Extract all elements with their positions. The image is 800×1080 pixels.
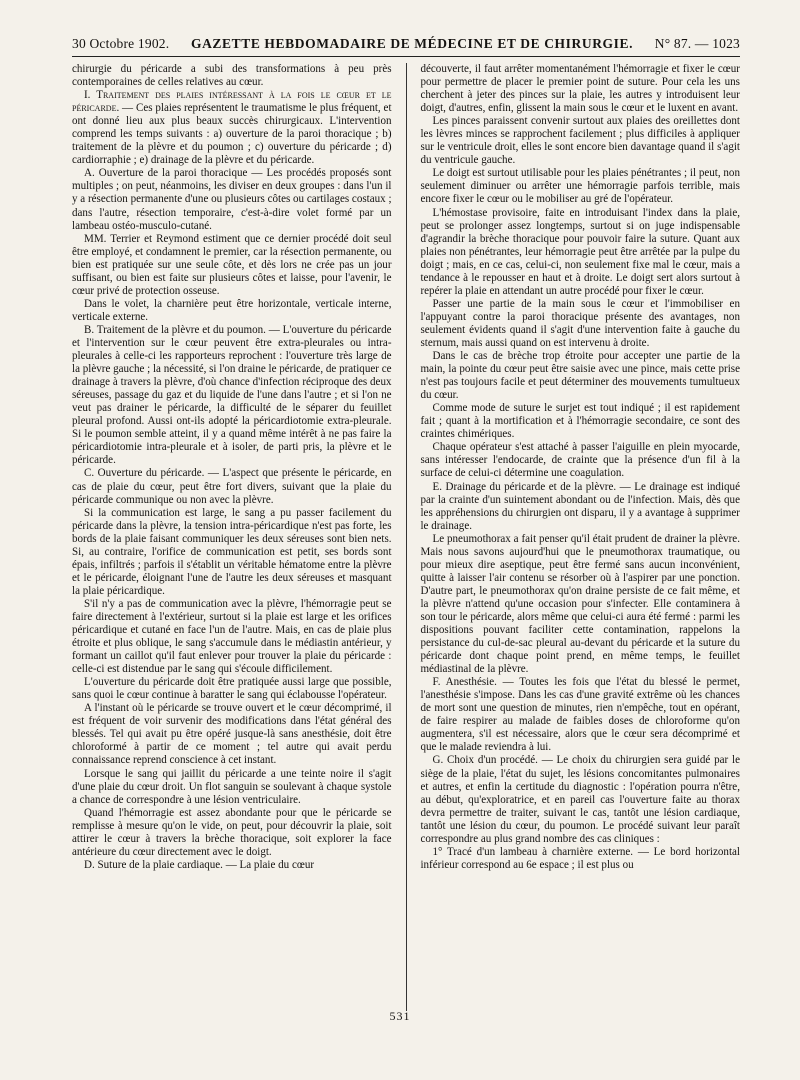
page-number: 531 (389, 1009, 411, 1023)
paragraph: découverte, il faut arrêter momentanément l'hémorragie et fixer le cœur pour permettre de placer le premier point de suture. Pour cela les uns cherchent à jeter des pinces sur la plaie, les autres y introduisent leur doigt, d'autres, enfin, glissent la main sous le cœur et le luxent en avant. (420, 63, 740, 115)
running-header (72, 36, 740, 57)
paragraph: A. Ouverture de la paroi thoracique — Les procédés proposés sont multiples ; on peut, néanmoins, les diviser en deux groupes : dans l'un il y a résection permanente d'une ou plusieurs côtes ou cartilages costaux ; dans l'autre, résection temporaire, c'est-à-dire volet formé par un lambeau ostéo-musculo-cutané. (72, 167, 392, 232)
paragraph: Lorsque le sang qui jaillit du péricarde a une teinte noire il s'agit d'une plaie du cœur droit. Un flot sanguin se soulevant à chaque systole a chance de correspondre à une lésion ventriculaire. (72, 767, 392, 806)
header-date: 30 Octobre 1902. (72, 36, 170, 51)
text-columns (72, 63, 740, 1011)
paragraph: Le doigt est surtout utilisable pour les plaies pénétrantes ; il peut, non seulement diminuer ou arrêter une hémorragie parfois terrible, mais encore fixer le cœur ou le mobiliser au gré de l'opérateur. (420, 167, 740, 206)
paragraph: C. Ouverture du péricarde. — L'aspect que présente le péricarde, en cas de plaie du cœur, peut être fort divers, suivant que la plaie du péricarde communique ou non avec la plèvre. (72, 467, 392, 506)
right-column (420, 63, 740, 1011)
paragraph: S'il n'y a pas de communication avec la plèvre, l'hémorragie peut se faire directement à l'extérieur, surtout si la plaie est large et les orifices péricardique et cutané en face l'un de l'autre. Mais, en cas de plaie plus étroite et plus oblique, le sang s'accumule dans le médiastin antérieur, y formant un caillot qu'il faut enlever pour trouver la plaie du péricarde : celle-ci est distendue par le sang qui s'écoule difficilement. (72, 597, 392, 676)
paragraph-text: — Ces plaies représentent le traumatisme le plus fréquent, et ont donné lieu aux plus beaux succès chirurgicaux. L'intervention comprend les temps suivants : a) ouverture de la paroi thoracique ; b) traitement de la plèvre et du poumon ; c) ouverture du péricarde ; d) cardiorraphie ; e) drainage de la plèvre et du péricarde. (72, 102, 392, 167)
paragraph: Quand l'hémorragie est assez abondante pour que le péricarde se remplisse à mesure qu'on le vide, on peut, pour découvrir la plaie, soit attirer le cœur à travers la brèche thoracique, soit explorer la face antérieure du cœur directement avec le doigt. (72, 806, 392, 858)
paragraph: Chaque opérateur s'est attaché à passer l'aiguille en plein myocarde, sans intéresser l'endocarde, de crainte que la présence d'un fil à la surface de celui-ci détermine une coagulation. (420, 441, 740, 480)
section-heading: I. Traitement des plaies intéressant à la fois le cœur et le péricarde. (72, 89, 392, 115)
paragraph: MM. Terrier et Reymond estiment que ce dernier procédé doit seul être employé, et condamnent le premier, car la résection permanente, ou bien est pratiquée sur une seule côte, et dès lors ne crée pas un jour suffisant, ou bien est faite sur plusieurs côtes et laisse, pour l'avenir, le cœur privé de protection osseuse. (72, 232, 392, 297)
paragraph: Les pinces paraissent convenir surtout aux plaies des oreillettes dont les lèvres minces se rapprochent facilement ; plus difficiles à appliquer sur le ventricule droit, elles le sont encore bien davantage quand il s'agit du ventricule gauche. (420, 115, 740, 167)
issue-number: N° 87. — 1023 (654, 36, 740, 51)
paragraph: chirurgie du péricarde a subi des transformations à peu près contemporaines de celles relatives au cœur. (72, 63, 392, 89)
paragraph: Le pneumothorax a fait penser qu'il était prudent de drainer la plèvre. Mais nous savons aujourd'hui que le pneumothorax traumatique, ou pour mieux dire aseptique, peut être fermé sans aucun inconvénient, quitte à laisser l'air contenu se résorber où à l'aspirer par une ponction. D'autre part, le pneumothorax qu'on draine persiste de ce fait même, et la plèvre n'attend qu'une occasion pour s'infecter. Elle contaminera à son tour le péricarde, alors même que celui-ci aura été fermé : parmi les dispositions pouvant faciliter cette contamination, rappelons la persistance du cul-de-sac pleural au-devant du péricarde et la suture du péricarde dont chaque point prend, en même temps, le feuillet médiastinal de la plèvre. (420, 532, 740, 676)
paragraph: Dans le volet, la charnière peut être horizontale, verticale interne, verticale externe. (72, 297, 392, 323)
paragraph: D. Suture de la plaie cardiaque. — La plaie du cœur (84, 858, 315, 871)
paragraph: Comme mode de suture le surjet est tout indiqué ; il est rapidement fait ; quant à la mortification et à l'hémorragie secondaire, ce sont des craintes chimériques. (420, 402, 740, 441)
paragraph: G. Choix d'un procédé. — Le choix du chirurgien sera guidé par le siège de la plaie, l'état du sujet, les lésions concomitantes pulmonaires et autres, et enfin la certitude du diagnostic : l'opération pourra n'être, au début, qu'exploratrice, et en pareil cas l'ouverture faite au thorax devra permettre de traiter, suivant le cas, tantôt une lésion cardiaque, tantôt une lésion du cœur, du poumon. Le procédé suivant leur paraît correspondre au plus grand nombre des cas cliniques : (420, 754, 740, 845)
paragraph (72, 89, 392, 167)
paragraph: Si la communication est large, le sang a pu passer facilement du péricarde dans la plèvre, la tension intra-péricardique n'est pas forte, les bords de la plaie faisant communiquer les deux séreuses sont bien nets. Si, au contraire, l'orifice de communication est petit, ses bords sont épais, infiltrés ; parfois il s'établit un véritable hématome entre la plèvre et le péricarde, éloignant l'une de l'autre les deux séreuses et masquant la plaie péricardique. (72, 506, 392, 597)
column-rule (406, 63, 407, 1011)
paragraph: E. Drainage du péricarde et de la plèvre. — Le drainage est indiqué par la crainte d'un suintement abondant ou de l'infection. Mais, dès que les appréhensions du chirurgien ont disparu, il y a avantage à supprimer le drainage. (420, 480, 740, 532)
paragraph: L'hémostase provisoire, faite en introduisant l'index dans la plaie, peut se prolonger assez longtemps, surtout si on juge indispensable d'agrandir la brèche thoracique pour pouvoir faire la suture. Quant aux plaies non pénétrantes, leur hémorragie peut être arrêtée par la pulpe du doigt ; mais, en ce cas, celui-ci, non seulement fixe mal le cœur, mais a tendance à le repousser en haut et à droite. Le doigt sert alors surtout à repérer la plaie en attendant un autre procédé pour fixer le cœur. (420, 206, 740, 297)
paragraph: F. Anesthésie. — Toutes les fois que l'état du blessé le permet, l'anesthésie s'impose. Dans les cas d'une gravité extrême où les chances de mort sont une question de minutes, rien n'empêche, tout en opérant, de faire respirer au malade de faibles doses de chloroforme qu'on augmentera, s'il est nécessaire, alors que le cœur sera décomprimé et que le malade reviendra à lui. (420, 676, 740, 754)
paragraph: L'ouverture du péricarde doit être pratiquée aussi large que possible, sans quoi le cœur continue à baratter le sang qui éclabousse l'opérateur. (72, 676, 392, 702)
paragraph: 1° Tracé d'un lambeau à charnière externe. — Le bord horizontal inférieur correspond au 6e espace ; il est plus ou (420, 845, 740, 871)
paragraph: Passer une partie de la main sous le cœur et l'immobiliser en l'appuyant contre la paroi thoracique présente des avantages, non seulement évidents quand il s'agit d'une intervention faite à gauche du sternum, mais aussi quand on est intervenu à droite. (420, 297, 740, 349)
left-column (72, 63, 392, 1011)
paragraph: A l'instant où le péricarde se trouve ouvert et le cœur décomprimé, il est fréquent de voir survenir des modifications dans l'état général des blessés. Tel qui avait pu être opéré jusque-là sans anesthésie, doit être chloroformé à partir de ce moment ; tel autre qui avait perdu connaissance reprend conscience à cet instant. (72, 702, 392, 767)
paragraph: Dans le cas de brèche trop étroite pour accepter une partie de la main, la pointe du cœur peut être saisie avec une pince, mais cette prise n'est pas toujours facile et peut déterminer des mouvements tumultueux du cœur. (420, 350, 740, 402)
journal-title: GAZETTE HEBDOMADAIRE DE MÉDECINE ET DE CHIRURGIE. (190, 36, 634, 51)
paragraph: B. Traitement de la plèvre et du poumon. — L'ouverture du péricarde et l'intervention sur le cœur peuvent être extra-pleurales ou intra-pleurales à celle-ci les rapporteurs reprochent : l'ouverture très large de la plèvre gauche ; la nécessité, si l'on draine le péricarde, de pratiquer ce drainage à travers la plèvre, d'où chance d'infection réciproque des deux séreuses, passage du gaz et du liquide de l'une dans l'autre ; et si l'on ne veut pas drainer le péricarde, la difficulté de le séparer du feuillet pleural profond. Aussi ont-ils adopté la péricardiotomie extra-pleurale. Si le poumon semble atteint, il y a quand même intérêt à ne pas faire la péricardiotomie intra-pleurale et à isoler, de parti pris, la plèvre et le péricarde. (72, 323, 392, 467)
